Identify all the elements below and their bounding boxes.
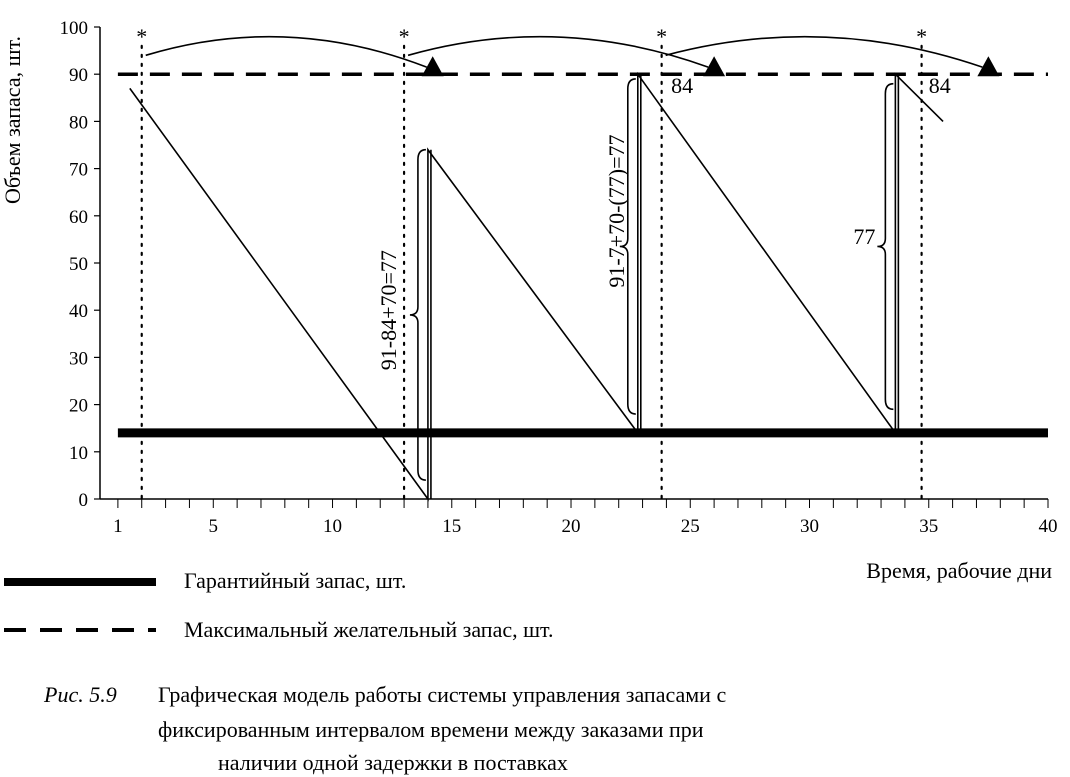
y-axis-label: Объем запаса, шт. [0,36,25,204]
level-label-2: 84 [928,73,951,99]
x-axis-label: Время, рабочие дни [866,558,1052,583]
x-tick-label: 40 [1038,516,1058,537]
figure-caption-prefix: Рис. 5.9 [44,682,117,707]
annotation-second-calc: 91-7+70-(77)=77 [603,134,629,288]
y-tick-label: 30 [69,348,88,370]
x-tick-label: 35 [919,516,939,537]
x-tick-label: 20 [561,516,581,537]
y-tick-label: 90 [69,65,88,87]
y-tick-label: 80 [69,112,88,134]
annotation-third-calc: 77 [853,224,876,250]
y-tick-label: 40 [69,301,88,323]
figure-caption-line1: Графическая модель работы системы управления запасами с [158,682,727,707]
y-tick-label: 100 [59,18,88,39]
x-tick-label: 25 [680,516,700,537]
x-tick-label: 30 [800,516,820,537]
y-tick-label: 50 [69,254,88,275]
level-label-1: 84 [671,73,694,99]
x-tick-label: 10 [323,516,343,537]
y-tick-label: 20 [69,395,88,417]
order-point-star: * [398,23,410,49]
order-point-star: * [916,23,928,49]
y-tick-label: 10 [69,442,88,464]
legend-guarantee-label: Гарантийный запас, шт. [184,568,407,593]
annotation-first-calc: 91-84+70=77 [375,250,401,371]
plot-area [60,18,1058,537]
y-tick-label: 60 [69,206,88,228]
x-tick-label: 1 [113,516,123,537]
order-point-star: * [656,23,668,49]
figure-caption-line2: фиксированным интервалом времени между заказами при [158,717,704,742]
figure-caption-line3: наличии одной задержки в поставках [218,750,568,775]
y-tick-label: 0 [78,490,88,511]
delivery-arrow [146,37,427,67]
bracket-third [877,84,893,410]
legend-max-desired-label: Максимальный желательный запас, шт. [184,617,554,642]
x-tick-label: 5 [208,516,219,537]
y-tick-label: 70 [69,159,88,181]
x-tick-label: 15 [442,516,462,537]
order-point-star: * [136,23,148,49]
